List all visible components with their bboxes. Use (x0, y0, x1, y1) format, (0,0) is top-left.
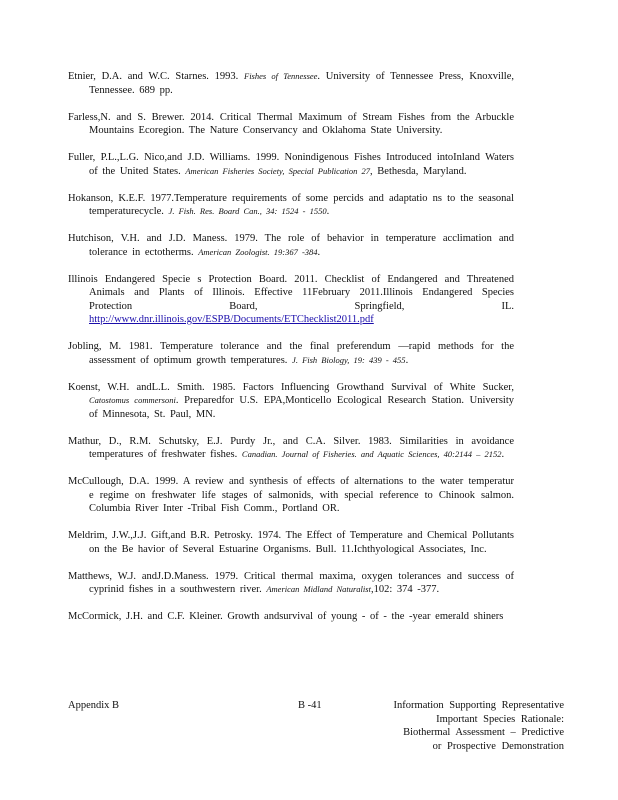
reference-text: Etnier, D.A. and W.C. Starnes. 1993. (68, 71, 244, 82)
footer-title-line: Biothermal Assessment – Predictive (403, 727, 564, 738)
reference-text: Illinois Endangered Specie s Protection Board. 2011. Checklist of Endangered and Threatened Animals and Plants of Illinois. Effective 11February 2011.Illinois Endangered Species Protection Board, Springfield, IL. (68, 273, 514, 312)
reference-mccormick (68, 610, 514, 624)
footer-title-line: Information Supporting Representative (393, 700, 564, 711)
reference-tail: . University of Tennessee Press, Knoxville, Tennessee. 689 pp. (89, 71, 514, 96)
reference-tail: . (501, 449, 505, 460)
reference-text: McCormick, J.H. and C.F. Kleiner. Growth andsurvival of young - of - the -year emerald shiners (68, 611, 504, 622)
reference-text: Hutchison, V.H. and J.D. Maness. 1979. The role of behavior in temperature acclimation and tolerance in ectotherms. (68, 233, 514, 258)
reference-farless (68, 111, 514, 138)
checklist-link[interactable]: http://www.dnr.illinois.gov/ESPB/Documents/ETChecklist2011.pdf (89, 314, 374, 325)
journal-name: American Zoologist. 19:367 -384 (198, 246, 318, 257)
reference-text: Fuller, P.L.,L.G. Nico,and J.D. Williams. 1999. Nonindigenous Fishes Introduced intoInland Waters of the United States. (68, 152, 514, 177)
footer-page-number: B -41 (298, 700, 322, 711)
reference-hutchison (68, 232, 514, 259)
reference-tail: . (405, 354, 409, 366)
reference-text: Matthews, W.J. andJ.D.Maness. 1979. Critical thermal maxima, oxygen tolerances and success of cyprinid fishes in a southwestern river. (68, 570, 514, 595)
reference-tail: . (317, 246, 321, 258)
reference-tail: , Bethesda, Maryland. (370, 165, 467, 177)
reference-tail: . (326, 206, 330, 217)
reference-hokanson (68, 192, 514, 219)
reference-text: Farless,N. and S. Brewer. 2014. Critical Thermal Maximum of Stream Fishes from the Arbuckle Mountains Ecoregion. The Nature Conservancy and Oklahoma State University. (68, 111, 514, 136)
reference-jobling (68, 340, 514, 367)
journal-name: J. Fish. Res. Board Can., 34: 1524 - 1550 (168, 206, 327, 216)
reference-meldrim (68, 529, 514, 556)
species-name: Catostomus commersoni (89, 395, 176, 405)
footer-title-line: or Prospective Demonstration (432, 740, 564, 752)
reference-tail: ,102: 374 -377. (370, 584, 440, 595)
reference-text: McCullough, D.A. 1999. A review and synthesis of effects of alternations to the water temperatur e regime on freshwater life stages of salmonids, with special reference to Chinook salmon. Columbia River Inter -Tribal Fish Comm., Portland OR. (68, 476, 514, 514)
reference-text: Jobling, M. 1981. Temperature tolerance and the final preferendum —rapid methods for the assessment of optimum growth temperatures. (68, 341, 514, 366)
reference-text: Mathur, D., R.M. Schutsky, E.J. Purdy Jr., and C.A. Silver. 1983. Similarities in avoidance temperatures of freshwater fishes. (68, 435, 514, 460)
page-footer (68, 699, 564, 759)
reference-mathur (68, 435, 514, 462)
footer-section-title (394, 699, 564, 753)
reference-fuller (68, 151, 514, 178)
reference-etnier (68, 70, 514, 97)
reference-text: Koenst, W.H. andL.L. Smith. 1985. Factors Influencing Growthand Survival of White Sucker, (68, 381, 514, 393)
reference-mccullough (68, 475, 514, 516)
reference-illinois (68, 273, 514, 327)
reference-list (68, 70, 514, 637)
footer-title-line: Important Species Rationale: (436, 713, 564, 725)
reference-matthews (68, 570, 514, 597)
journal-name: J. Fish Biology, 19: 439 - 455 (292, 354, 406, 365)
reference-koenst (68, 381, 514, 422)
reference-tail: . Preparedfor U.S. EPA,Monticello Ecological Research Station. University of Minnesota, St. Paul, MN. (89, 395, 514, 420)
reference-text: Meldrim, J.W.,J.J. Gift,and B.R. Petrosky. 1974. The Effect of Temperature and Chemical Pollutants on the Be havior of Several Estuarine Organisms. Bull. 11.Ichthyological Associates, Inc. (68, 530, 514, 555)
reference-text: Hokanson, K.E.F. 1977.Temperature requirements of some percids and adaptatio ns to the seasonal temperaturecycle. (68, 192, 514, 217)
footer-appendix: Appendix B (68, 700, 120, 711)
journal-name: Canadian. Journal of Fisheries. and Aquatic Sciences, 40:2144 – 2152 (241, 449, 502, 459)
journal-name: American Midland Naturalist (266, 584, 371, 594)
journal-name: American Fisheries Society, Special Publication 27 (185, 165, 371, 176)
journal-name: Fishes of Tennessee (244, 71, 318, 81)
